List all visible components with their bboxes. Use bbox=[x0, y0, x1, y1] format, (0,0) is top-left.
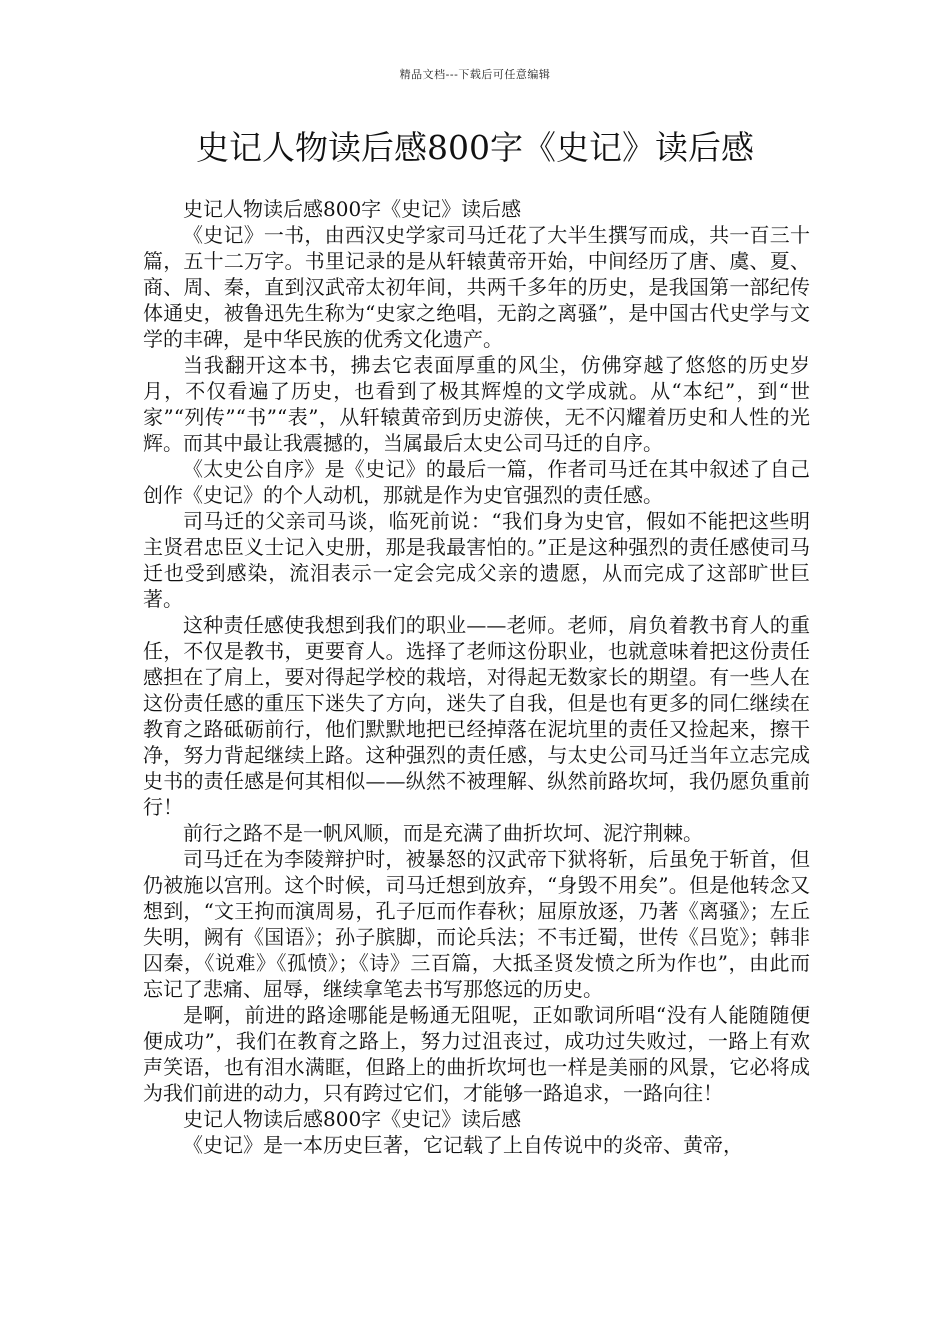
paragraph: 当我翻开这本书，拂去它表面厚重的风尘，仿佛穿越了悠悠的历史岁月，不仅看遍了历史，也看到了极其辉煌的文学成就。从“本纪”，到“世家”“列传”“书”“表”，从轩辕黄帝到历史游侠，无不闪耀着历史和人性的光辉。而其中最让我震撼的，当属最后太史公司马迁的自序。 bbox=[143, 353, 810, 455]
paragraph-subtitle: 史记人物读后感800字《史记》读后感 bbox=[183, 197, 522, 221]
paragraph: 《史记》是一本历史巨著，它记载了上自传说中的炎帝、黄帝， bbox=[183, 1133, 743, 1157]
paragraph: 司马迁在为李陵辩护时，被暴怒的汉武帝下狱将斩，后虽免于斩首，但仍被施以宫刑。这个时候，司马迁想到放弃，“身毁不用矣”。但是他转念又想到，“文王拘而演周易，孔子厄而作春秋；屈原放逐，乃著《离骚》；左丘失明，阙有《国语》；孙子膑脚，而论兵法；不韦迁蜀，世传《吕览》；韩非囚秦，《说难》《孤愤》；《诗》三百篇，大抵圣贤发愤之所为作也”，由此而忘记了悲痛、屈辱，继续拿笔去书写那悠远的历史。 bbox=[143, 847, 810, 1001]
document-body bbox=[143, 196, 810, 1158]
paragraph-subtitle: 史记人物读后感800字《史记》读后感 bbox=[183, 1107, 522, 1131]
page-header-note: 精品文档---下载后可任意编辑 bbox=[399, 68, 551, 81]
document-title: 史记人物读后感800字《史记》读后感 bbox=[196, 128, 754, 167]
paragraph: 《史记》一书，由西汉史学家司马迁花了大半生撰写而成，共一百三十篇，五十二万字。书里记录的是从轩辕黄帝开始，中间经历了唐、虞、夏、商、周、秦，直到汉武帝太初年间，共两千多年的历史，是我国第一部纪传体通史，被鲁迅先生称为“史家之绝唱，无韵之离骚”，是中国古代史学与文学的丰碑，是中华民族的优秀文化遗产。 bbox=[143, 223, 810, 351]
paragraph: 《太史公自序》是《史记》的最后一篇，作者司马迁在其中叙述了自己创作《史记》的个人动机，那就是作为史官强烈的责任感。 bbox=[143, 457, 810, 507]
paragraph: 前行之路不是一帆风顺，而是充满了曲折坎坷、泥泞荆棘。 bbox=[183, 821, 703, 845]
paragraph: 司马迁的父亲司马谈，临死前说：“我们身为史官，假如不能把这些明主贤君忠臣义士记入史册，那是我最害怕的。”正是这种强烈的责任感使司马迁也受到感染，流泪表示一定会完成父亲的遗愿，从而完成了这部旷世巨著。 bbox=[143, 509, 810, 611]
paragraph: 是啊，前进的路途哪能是畅通无阻呢，正如歌词所唱“没有人能随随便便成功”，我们在教育之路上，努力过沮丧过，成功过失败过，一路上有欢声笑语，也有泪水满眶，但路上的曲折坎坷也一样是美丽的风景，它必将成为我们前进的动力，只有跨过它们，才能够一路追求，一路向往！ bbox=[143, 1003, 810, 1105]
paragraph: 这种责任感使我想到我们的职业——老师。老师，肩负着教书育人的重任，不仅是教书，更要育人。选择了老师这份职业，也就意味着把这份责任感担在了肩上，要对得起学校的栽培，对得起无数家长的期望。有一些人在这份责任感的重压下迷失了方向，迷失了自我，但是也有更多的同仁继续在教育之路砥砺前行，他们默默地把已经掉落在泥坑里的责任又捡起来，擦干净，努力背起继续上路。这种强烈的责任感，与太史公司马迁当年立志完成史书的责任感是何其相似——纵然不被理解、纵然前路坎坷，我仍愿负重前行！ bbox=[143, 613, 810, 819]
